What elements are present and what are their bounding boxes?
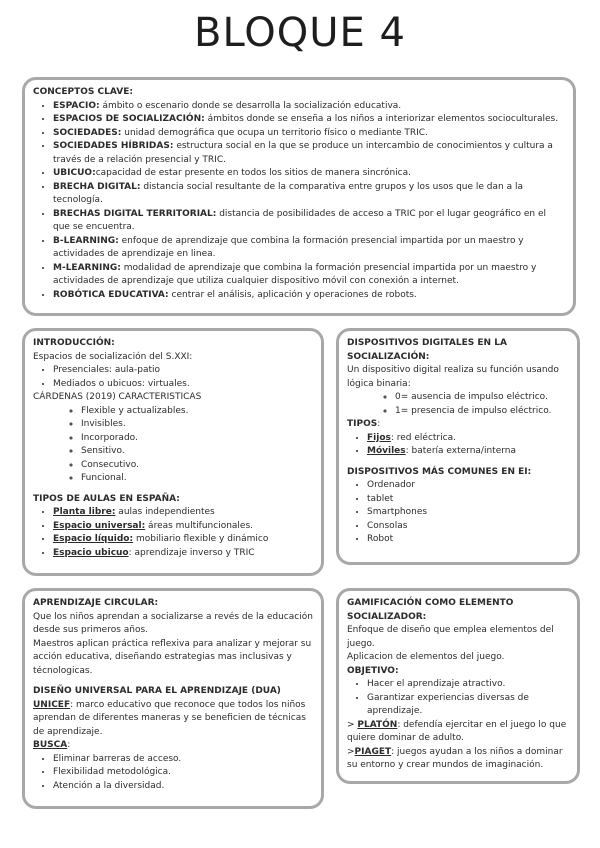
busca-heading: BUSCA: — [33, 740, 71, 750]
list-item: • Robot — [367, 533, 569, 547]
aprendizaje-p1: Que los niños aprendan a socializarse a revés de la educación desde sus primeros años. — [33, 611, 313, 635]
list-item: ◦ Sensitivo. — [81, 445, 313, 459]
list-item: • Mediados o ubicuos: virtuales. — [53, 378, 313, 392]
concepto-item: • UBICUO:capacidad de estar presente en todos los sitios de manera sincrónica. — [53, 167, 565, 181]
list-item: • Espacio ubicuo: aprendizaje inverso y TRIC — [53, 547, 313, 561]
gamificacion-p2: Aplicacion de elementos del juego. — [347, 652, 505, 662]
concepto-item: • SOCIEDADES: unidad demográfica que ocupa un territorio físico o mediante TRIC. — [53, 127, 565, 141]
list-item: ◦ 0= ausencia de impulso eléctrico. — [395, 391, 569, 405]
concepto-item: • SOCIEDADES HÍBRIDAS: estructura social en la que se produce un intercambio de conocimientos y cultura a través de a relación presencial y TRIC. — [53, 140, 565, 167]
objetivo-heading: OBJETIVO: — [347, 665, 399, 676]
dispositivos-text: Un dispositivo digital realiza su función usando lógica binaria: — [347, 365, 559, 389]
intro-heading: INTRODUCCIÓN: — [33, 338, 115, 348]
gamificacion-box — [336, 588, 580, 784]
intro-line: Espacios de socialización del S.XXI: — [33, 351, 193, 362]
dispositivos-box — [336, 328, 580, 565]
gamificacion-p1: Enfoque de diseño que emplea elementos del juego. — [347, 625, 554, 649]
list-item: • Móviles: batería externa/interna — [367, 445, 569, 459]
list-item: • Espacio líquido: mobiliario flexible y dinámico — [53, 533, 313, 547]
comunes-heading: DISPOSITIVOS MÁS COMUNES EN EI: — [347, 466, 532, 477]
list-item: • Flexibilidad metodológica. — [53, 766, 313, 780]
list-item: • Planta libre: aulas independientes — [53, 506, 313, 520]
conceptos-heading: CONCEPTOS CLAVE: — [33, 87, 133, 97]
list-item: • Espacio universal: áreas multifuncionales. — [53, 520, 313, 534]
tipos-aulas-list — [33, 506, 313, 560]
list-item: ◦ Invisibles. — [81, 418, 313, 432]
espacios-list — [33, 364, 313, 391]
page-title: BLOQUE 4 — [194, 10, 406, 56]
conceptos-list — [33, 100, 565, 303]
list-item: • Consolas — [367, 520, 569, 534]
piaget-paragraph: >PIAGET: juegos ayudan a los niños a dominar su entorno y crear mundos de imaginación. — [347, 746, 563, 770]
aprendizaje-heading: APRENDIZAJE CIRCULAR: — [33, 598, 159, 608]
list-item: ◦ Incorporado. — [81, 432, 313, 446]
list-item: • Garantizar experiencias diversas de aprendizaje. — [367, 692, 569, 719]
list-item: • Fijos: red eléctrica. — [367, 432, 569, 446]
list-item: ◦ Consecutivo. — [81, 459, 313, 473]
concepto-item: • BRECHA DIGITAL: distancia social resultante de la comparativa entre grupos y los usos que le dan a la tecnología. — [53, 181, 565, 208]
tipos-dispositivos-list — [347, 432, 569, 459]
aprendizaje-box — [22, 588, 324, 809]
dispositivos-heading: DISPOSITIVOS DIGITALES EN LA SOCIALIZACIÓN: — [347, 338, 507, 362]
concepto-item: • ESPACIOS DE SOCIALIZACIÓN: ámbitos donde se enseña a los niños a interiorizar elementos socioculturales. — [53, 113, 565, 127]
comunes-list — [347, 479, 569, 547]
list-item: ◦ Funcional. — [81, 472, 313, 486]
list-item: ◦ Flexible y actualizables. — [81, 405, 313, 419]
concepto-item: • B-LEARNING: enfoque de aprendizaje que combina la formación presencial impartida por un maestro y actividades de aprendizaje en linea. — [53, 235, 565, 262]
tipos-heading: TIPOS: — [347, 419, 381, 429]
list-item: ◦ 1= presencia de impulso eléctrico. — [395, 405, 569, 419]
gamificacion-heading: GAMIFICACIÓN COMO ELEMENTO SOCIALIZADOR: — [347, 598, 514, 622]
list-item: • Atención a la diversidad. — [53, 780, 313, 794]
dua-heading: DISEÑO UNIVERSAL PARA EL APRENDIZAJE (DUA) — [33, 686, 281, 696]
tipos-aulas-heading: TIPOS DE AULAS EN ESPAÑA: — [33, 493, 180, 504]
list-item: • Smartphones — [367, 506, 569, 520]
concepto-item: • M-LEARNING: modalidad de aprendizaje que combina la formación presencial impartida por un maestro y actividades de aprendizaje que utiliza cualquier dispositivo móvil con conexión a internet. — [53, 262, 565, 289]
unicef-paragraph: UNICEF: marco educativo que reconoce que todos los niños aprendan de diferentes maneras y se beneficien de técnicas de aprendizaje. — [33, 699, 306, 737]
concepto-item: • ROBÓTICA EDUCATIVA: centrar el análisis, aplicación y operaciones de robots. — [53, 289, 565, 303]
caracteristicas-list — [33, 405, 313, 486]
list-item: • Presenciales: aula-patio — [53, 364, 313, 378]
conceptos-clave-box — [22, 77, 576, 316]
list-item: • Hacer el aprendizaje atractivo. — [367, 678, 569, 692]
busca-list — [33, 753, 313, 794]
introduccion-box — [22, 328, 324, 576]
concepto-item: • ESPACIO: ámbito o escenario donde se desarrolla la socialización educativa. — [53, 100, 565, 114]
cardenas-line: CÁRDENAS (2019) CARACTERISTICAS — [33, 392, 202, 402]
list-item: • Ordenador — [367, 479, 569, 493]
platon-paragraph: > PLATÓN: defendía ejercitar en el juego lo que quiere dominar de adulto. — [347, 719, 567, 743]
aprendizaje-p2: Maestros aplican práctica reflexiva para analizar y mejorar su acción educativa, diseñando estrategias mas inclusivas y técnologicas. — [33, 638, 312, 676]
list-item: • tablet — [367, 493, 569, 507]
list-item: • Eliminar barreras de acceso. — [53, 753, 313, 767]
binaria-list — [347, 391, 569, 418]
concepto-item: • BRECHAS DIGITAL TERRITORIAL: distancia de posibilidades de acceso a TRIC por el lugar geográfico en el que se encuentra. — [53, 208, 565, 235]
objetivos-list — [347, 678, 569, 719]
